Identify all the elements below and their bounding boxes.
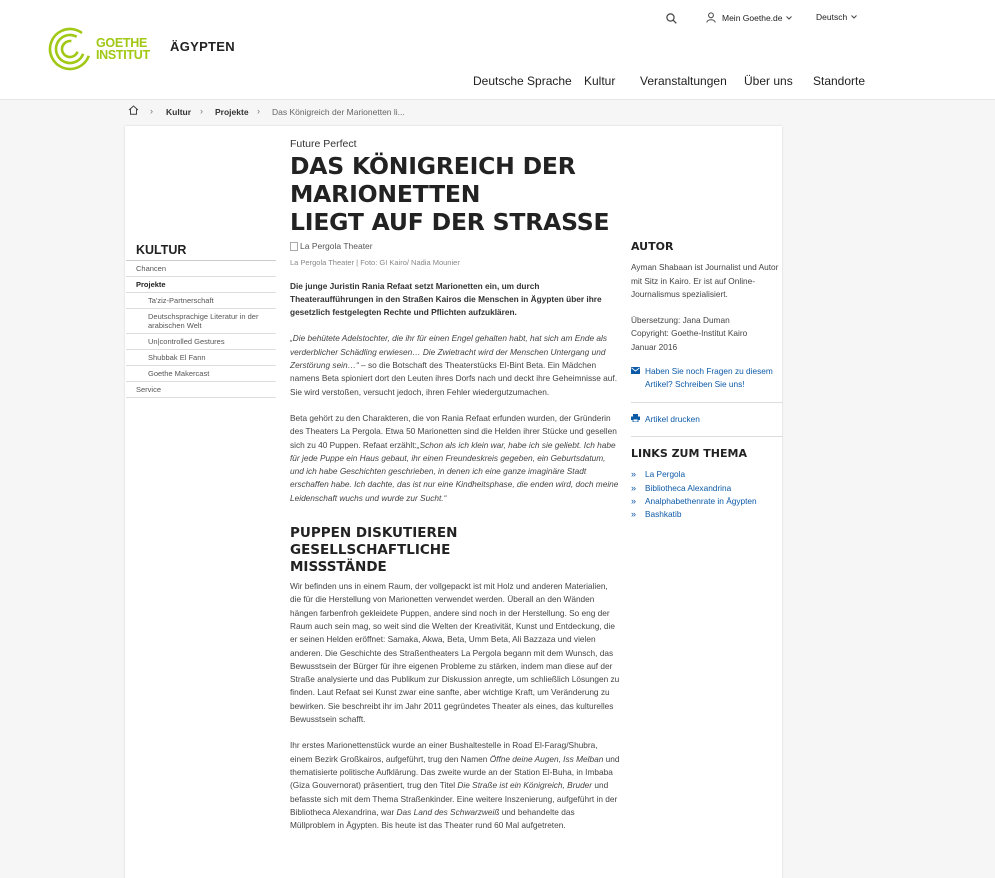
site-header — [0, 0, 995, 100]
sidenav-item-literatur[interactable]: Deutschsprachige Literatur in der arabischen Welt — [126, 309, 276, 334]
quote-text: „Schon als ich klein war, habe ich sie geliebt. Ich habe für jede Puppe ein Haus gebaut, ihr einen Freundeskreis gegeben, ein Geburtsdatum, und ich habe Geschichten geschrieben, in denen ich eine ganze imaginäre Stadt erschaffen habe. Ich dachte, das ist nur eine Kindheitsphase, die enden wird, doch meine Leidenschaft wuchs und wurde zur Sucht.“ — [290, 439, 619, 503]
links-heading: LINKS ZUM THEMA — [631, 446, 747, 460]
sidebar-divider — [631, 436, 783, 437]
nav-veranstaltungen[interactable]: Veranstaltungen — [640, 74, 727, 88]
nav-ueber-uns[interactable]: Über uns — [744, 74, 793, 88]
related-link[interactable] — [631, 508, 781, 521]
double-chevron-icon: » — [631, 509, 637, 520]
related-link-text[interactable]: Analphabethenrate in Ägypten — [645, 495, 757, 506]
sidenav-item-makercast[interactable]: Goethe Makercast — [126, 366, 276, 382]
home-icon — [128, 105, 139, 115]
goethe-logo[interactable] — [48, 27, 150, 71]
title-italic: Die Straße ist ein Königreich, Bruder — [457, 780, 593, 791]
chevron-down-icon — [851, 15, 857, 19]
breadcrumb-projekte[interactable]: Projekte — [215, 107, 249, 117]
related-link[interactable] — [631, 495, 781, 508]
author-heading: AUTOR — [631, 240, 674, 253]
goethe-logo-icon — [48, 27, 92, 71]
article-paragraph — [290, 412, 620, 505]
contact-link-text[interactable]: Haben Sie noch Fragen zu diesem Artikel? Schreiben Sie uns! — [645, 366, 773, 390]
image-caption: La Pergola Theater | Foto: GI Kairo/ Nadia Mounier — [290, 258, 460, 268]
sidenav-item-uncontrolled-gestures[interactable]: Un|controlled Gestures — [126, 334, 276, 350]
print-icon — [631, 413, 645, 426]
print-link-text[interactable]: Artikel drucken — [645, 413, 700, 424]
breadcrumb-kultur[interactable]: Kultur — [166, 107, 192, 117]
breadcrumb-home[interactable] — [128, 105, 139, 117]
country-label: ÄGYPTEN — [170, 39, 235, 54]
title-italic: Öffne deine Augen, Iss Melban — [489, 753, 604, 764]
sidenav-item-taziz[interactable]: Ta'ziz-Partnerschaft — [126, 293, 276, 309]
breadcrumb-separator: › — [200, 106, 203, 116]
paragraph-text: und thematisierte politische Aufklärung. Das zweite wurde an der Station El-Buha, in Imbaba (Giza Gouvernorat) präsentiert, trug den Titel — [290, 753, 620, 791]
title-line2: LIEGT AUF DER STRASSE — [290, 208, 610, 236]
mygoethe-menu[interactable] — [706, 12, 798, 23]
article-paragraph: Wir befinden uns in einem Raum, der vollgepackt ist mit Holz und anderen Materialien, die für die Herstellung von Marionetten verwendet werden. Überall an den Wänden hängen farbenfroh gekleidete Puppen, andere sind noch in der Herstellung. So eng der Raum auch sein mag, so weit sind die Welten der Kreativität, Kunst und Entdeckung, die er seinen Helden eröffnet: Samaka, Akwa, Beta, Umm Beta, Ali Bazzaza und vielen anderen. Die Geschichte des Straßentheaters La Pergola begann mit dem Wunsch, das Bewusstsein der Bürger für ihre eigenen Probleme zu stärken, indem man diese auf der Straße analysierte und das Publikum zur Diskussion anregte, um schließlich Lösungen zu finden. Laut Refaat sei Kunst zwar eine sanfte, aber wichtige Kraft, um Veränderung zu bewirken. Sie beschreibt ihr im Jahr 2011 gegründetes Theater als eines, das kulturelles Bewusstsein schafft. — [290, 581, 620, 725]
paragraph-text: Ihr erstes Marionettenstück wurde an einer Bushaltestelle in Road El-Farag/Shubra, einem Bezirk Großkairos, aufgeführt, trug den Namen — [290, 740, 598, 764]
paragraph-text: und befasste sich mit dem Thema Straßenkinder. Eine weitere Inszenierung, aufgeführt in der Bibliotheca Alexandrina, war — [290, 780, 618, 817]
mail-icon — [631, 365, 645, 392]
breadcrumb-current: Das Königreich der Marionetten li... — [272, 107, 405, 117]
sidenav-heading[interactable]: KULTUR — [126, 243, 276, 261]
logo-line2: INSTITUT — [96, 48, 150, 62]
related-link-text[interactable]: Bashkatib — [645, 509, 682, 520]
section-navigation — [126, 243, 276, 398]
sidenav-item-shubbak[interactable]: Shubbak El Fann — [126, 350, 276, 366]
nav-kultur[interactable]: Kultur — [584, 74, 616, 88]
sidebar-divider — [631, 402, 783, 403]
article-paragraph — [290, 332, 620, 398]
related-links — [631, 468, 781, 521]
contact-link[interactable] — [631, 365, 781, 392]
section-heading-line2: MISSSTÄNDE — [290, 559, 387, 576]
page-title — [290, 152, 760, 236]
article-date: Januar 2016 — [631, 341, 678, 352]
search-icon — [666, 13, 677, 24]
paragraph-text: Beta gehört zu den Charakteren, die von Rania Refaat erfunden wurden, der Gründerin des Theaters La Pergola. Etwa 50 Marionetten sind die Helden ihrer Stücke und gesellen sich zu 40 Puppen. Refaat erzählt: — [290, 412, 617, 450]
article-body — [290, 240, 620, 832]
article-paragraph — [290, 739, 620, 832]
related-link-text[interactable]: La Pergola — [645, 469, 686, 480]
section-heading-line1: PUPPEN DISKUTIEREN GESELLSCHAFTLICHE — [290, 525, 458, 559]
quote-text: „Die behütete Adelstochter, die ihr für einen Engel gehalten habt, hat sich am Ende als verderblicher Schädling erwiesen… Die Zwietracht wird der Menschen Untergang und Zerstörung sein…“ — [290, 333, 608, 371]
nav-deutsche-sprache[interactable]: Deutsche Sprache — [473, 74, 572, 88]
double-chevron-icon: » — [631, 482, 637, 493]
image-alt-text: La Pergola Theater — [300, 241, 373, 251]
mygoethe-label: Mein Goethe.de — [722, 12, 783, 23]
section-heading — [290, 525, 620, 576]
language-selector[interactable] — [816, 12, 857, 22]
paragraph-text: – so die Botschaft des Theaterstücks El-Bint Beta. Ein Mädchen namens Beta spioniert dort den Leuten ihres Dorfs nach und deckt ihre Geheimnisse auf. Sie wird verstoßen, versucht jedoch, ihren Fehler wiedergutzumachen. — [290, 360, 617, 397]
logo-wordmark — [96, 37, 150, 61]
search-button[interactable] — [666, 11, 677, 29]
related-link[interactable] — [631, 468, 781, 481]
logo-line1: GOETHE — [96, 36, 147, 50]
related-link[interactable] — [631, 482, 781, 495]
paragraph-text: und behandelte das Müllproblem in Ägypten. Bis heute ist das Theater rund 60 Mal aufgetreten. — [290, 806, 575, 831]
article-image — [290, 240, 620, 253]
article-kicker: Future Perfect — [290, 138, 357, 150]
broken-image-icon — [290, 242, 298, 251]
breadcrumb-separator: › — [257, 106, 260, 116]
title-italic: Das Land des Schwarzweiß — [396, 806, 500, 817]
nav-standorte[interactable]: Standorte — [813, 74, 866, 88]
article-sidebar — [631, 240, 781, 521]
author-bio: Ayman Shabaan ist Journalist und Autor mit Sitz in Kairo. Er ist auf Online-Journalismus spezialisiert. — [631, 262, 779, 299]
translation-credit: Übersetzung: Jana Duman — [631, 315, 730, 326]
sidenav-item-projekte[interactable]: Projekte — [126, 277, 276, 293]
copyright-credit: Copyright: Goethe-Institut Kairo — [631, 328, 748, 339]
sidenav-item-service[interactable]: Service — [126, 382, 276, 398]
breadcrumb-separator: › — [150, 106, 153, 116]
sidenav-item-chancen[interactable]: Chancen — [126, 261, 276, 277]
article-lead: Die junge Juristin Rania Refaat setzt Marionetten ein, um durch Theateraufführungen in den Straßen Kairos die Menschen in Ägypten über ihre gesetzlich festgelegten Rechte und Pflichten aufzuklären. — [290, 280, 602, 318]
chevron-down-icon — [786, 16, 792, 20]
related-link-text[interactable]: Bibliotheca Alexandrina — [645, 482, 732, 493]
title-line1: DAS KÖNIGREICH DER MARIONETTEN — [290, 152, 576, 208]
double-chevron-icon: » — [631, 495, 637, 506]
double-chevron-icon: » — [631, 469, 637, 480]
language-label: Deutsch — [816, 12, 848, 22]
print-link[interactable] — [631, 413, 781, 426]
user-icon — [706, 12, 716, 23]
